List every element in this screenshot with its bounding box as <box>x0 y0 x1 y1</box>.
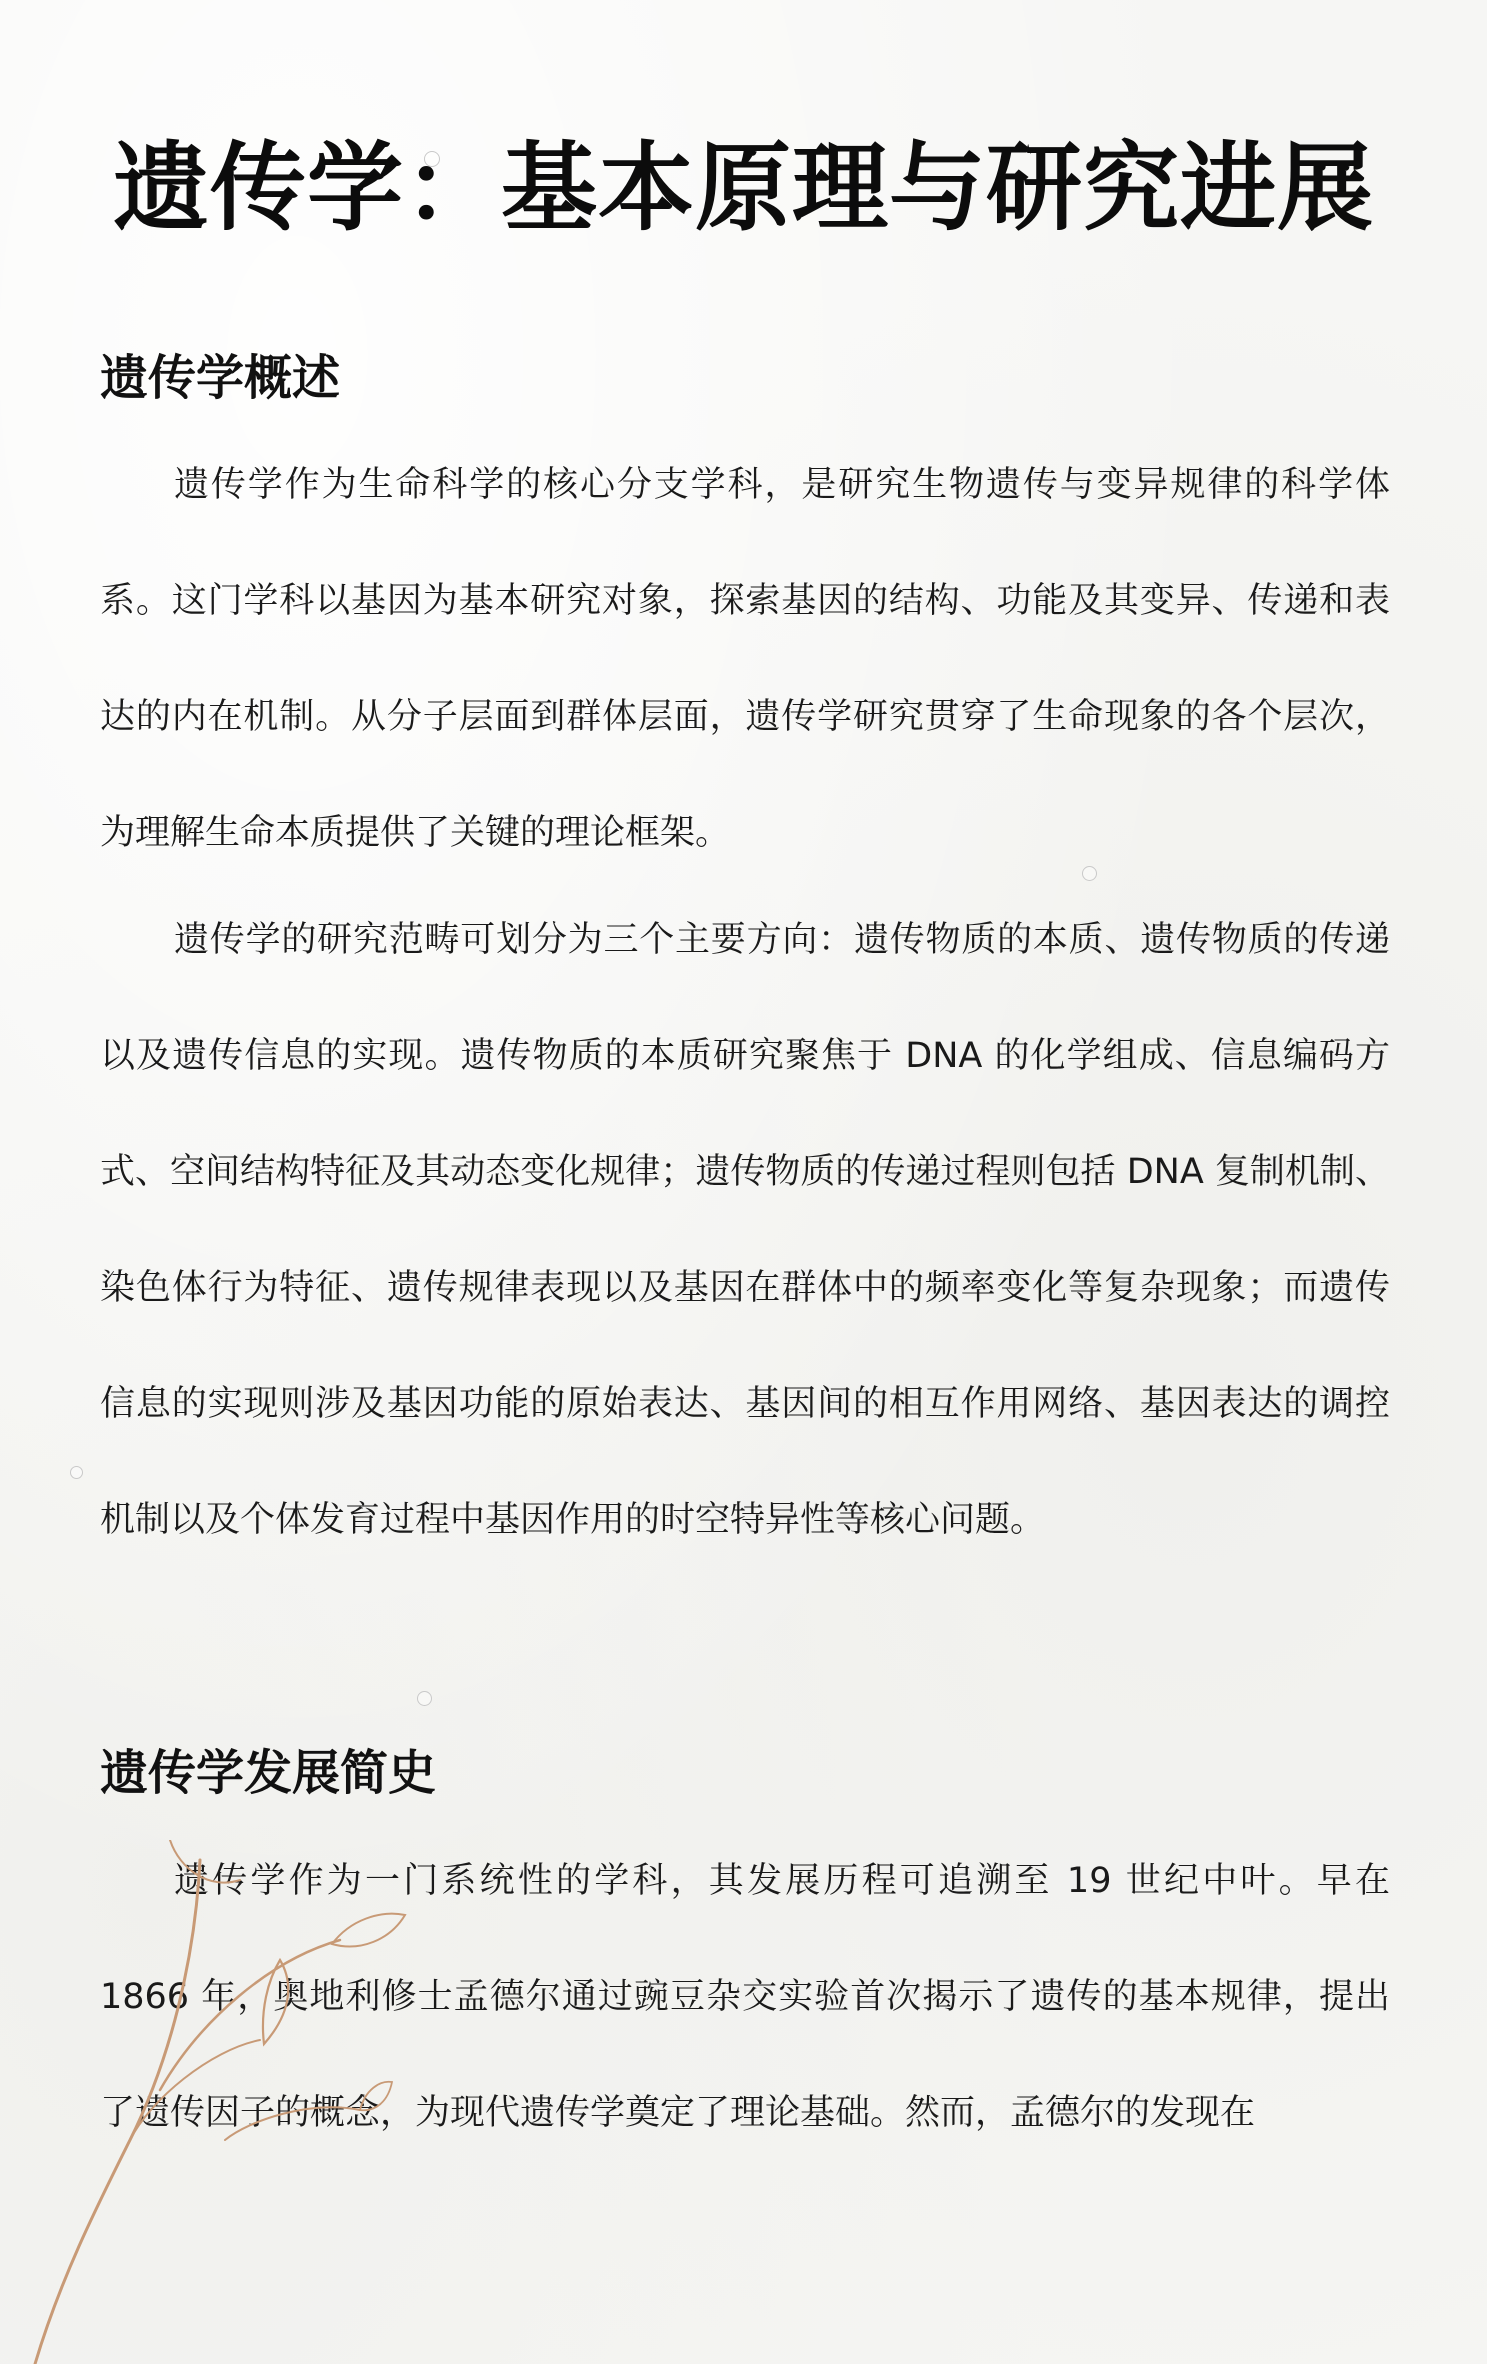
paragraph-history-1: 遗传学作为一门系统性的学科，其发展历程可追溯至 19 世纪中叶。早在 1866 年，奥地利修士孟德尔通过豌豆杂交实验首次揭示了遗传的基本规律，提出了遗传因子的概念，为现代遗传学奠定了理论基础。然而，孟德尔的发现在 <box>100 1861 1390 2133</box>
section-heading-overview: 遗传学概述 <box>100 350 341 406</box>
decorative-bubble <box>70 1466 83 1479</box>
decorative-bubble <box>417 1691 432 1706</box>
section-heading-history: 遗传学发展简史 <box>100 1745 437 1801</box>
paragraph-overview-2: 遗传学的研究范畴可划分为三个主要方向：遗传物质的本质、遗传物质的传递以及遗传信息的实现。遗传物质的本质研究聚焦于 DNA 的化学组成、信息编码方式、空间结构特征及其动态变化规律；遗传物质的传递过程则包括 DNA 复制机制、染色体行为特征、遗传规律表现以及基因在群体中的频率变化等复杂现象；而遗传信息的实现则涉及基因功能的原始表达、基因间的相互作用网络、基因表达的调控机制以及个体发育过程中基因作用的时空特异性等核心问题。 <box>100 920 1390 1540</box>
paragraph-overview-1: 遗传学作为生命科学的核心分支学科，是研究生物遗传与变异规律的科学体系。这门学科以基因为基本研究对象，探索基因的结构、功能及其变异、传递和表达的内在机制。从分子层面到群体层面，遗传学研究贯穿了生命现象的各个层次，为理解生命本质提供了关键的理论框架。 <box>100 465 1390 853</box>
botanical-sprig-illustration <box>0 1840 420 2364</box>
page-title: 遗传学：基本原理与研究进展 <box>113 132 1374 244</box>
